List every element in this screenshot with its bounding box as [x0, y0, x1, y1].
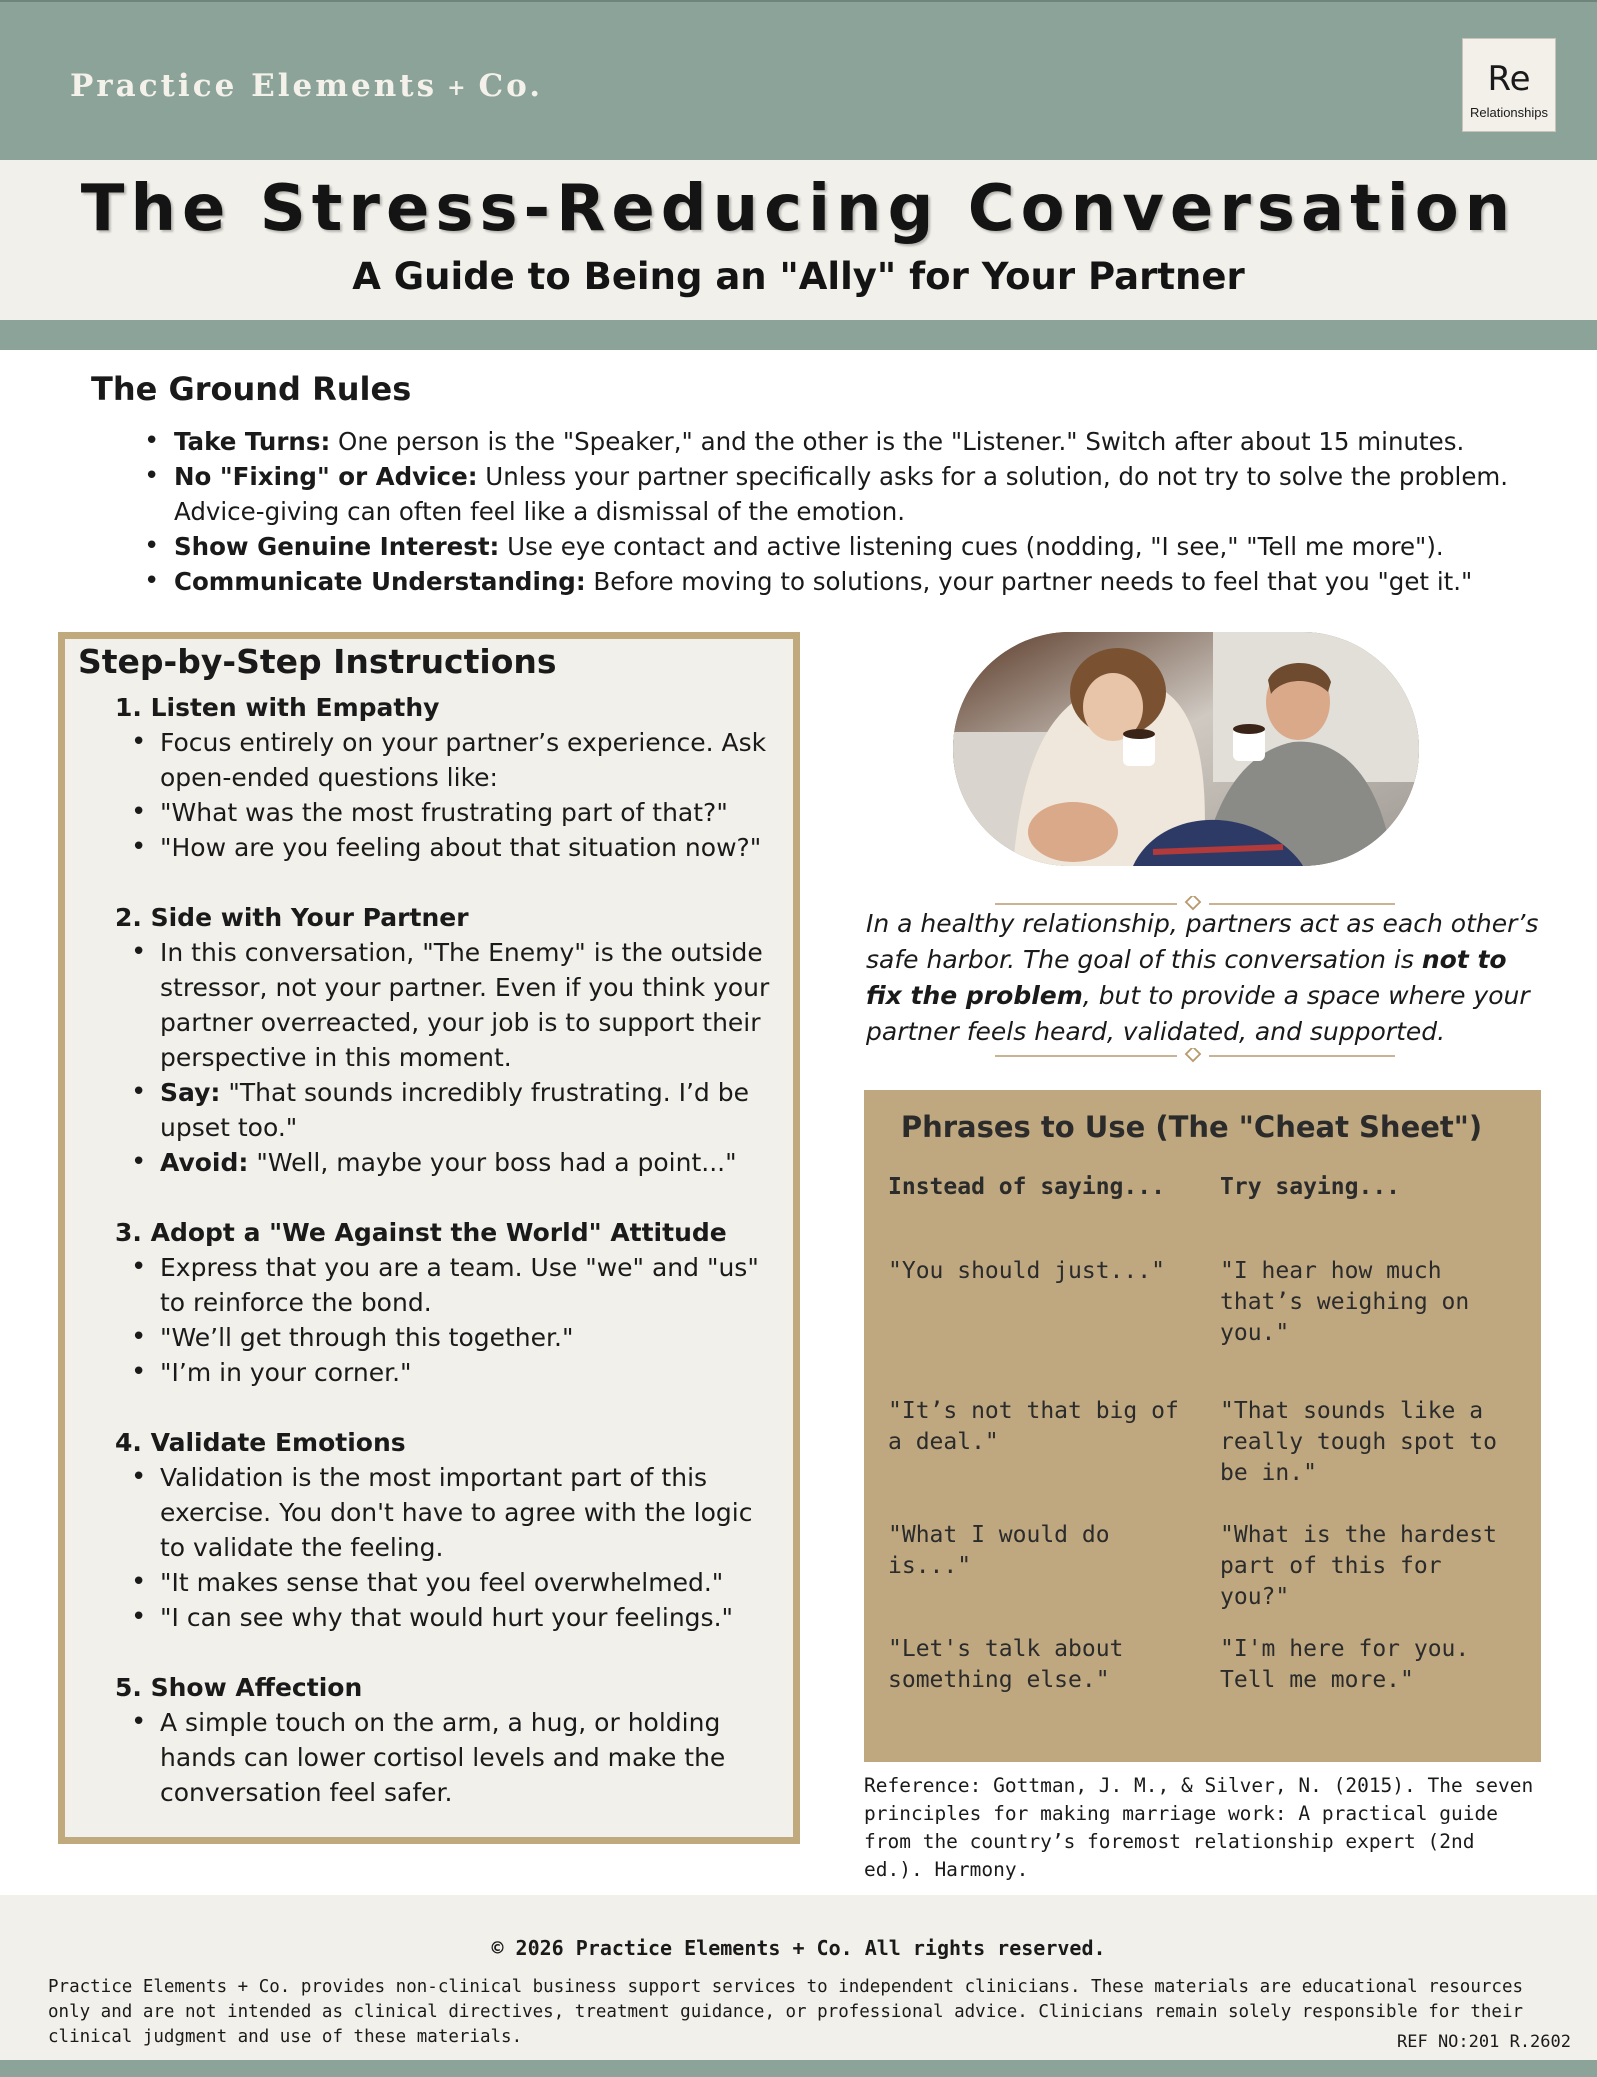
quote-ornament-bottom — [995, 1048, 1395, 1064]
step-title: 4. Validate Emotions — [115, 1428, 406, 1457]
page-title: The Stress-Reducing Conversation — [80, 172, 1517, 246]
category-badge — [1462, 38, 1556, 132]
phrase-try-1: "I hear how much that’s weighing on you." — [1220, 1258, 1470, 1346]
step-bullet-text: "How are you feeling about that situation now?" — [160, 833, 762, 862]
step-section — [115, 1215, 785, 1390]
phrase-try-2: "That sounds like a really tough spot to be in." — [1220, 1398, 1497, 1486]
step-title: 2. Side with Your Partner — [115, 903, 469, 932]
ground-rule-label: No "Fixing" or Advice: — [174, 462, 478, 491]
step-bullet — [115, 1705, 785, 1810]
step-section — [115, 1670, 785, 1810]
step-bullet-text: A simple touch on the arm, a hug, or holding hands can lower cortisol levels and make the conversation feel safer. — [160, 1708, 726, 1807]
steps-list — [115, 690, 785, 1845]
step-bullet-text: "I’m in your corner." — [160, 1358, 412, 1387]
step-bullets — [115, 1705, 785, 1810]
ground-rule-text: Before moving to solutions, your partner needs to feel that you "get it." — [585, 567, 1473, 596]
step-bullet — [115, 1600, 785, 1635]
step-bullet — [115, 1355, 785, 1390]
phrase-instead-1: "You should just..." — [888, 1258, 1165, 1284]
quote-text-start: In a healthy relationship, partners act as each other’s safe harbor. The goal of this conversation is — [866, 909, 1539, 974]
step-title: 3. Adopt a "We Against the World" Attitude — [115, 1218, 727, 1247]
reference-number: REF NO:201 R.2602 — [1397, 2032, 1571, 2052]
step-bullets — [115, 935, 785, 1180]
ground-rules-heading: The Ground Rules — [91, 370, 412, 408]
ground-rule-item — [140, 424, 1520, 459]
phrase-instead-3: "What I would do is..." — [888, 1522, 1110, 1579]
footer-band — [0, 2060, 1597, 2077]
ground-rule-label: Take Turns: — [174, 427, 331, 456]
ground-rule-label: Show Genuine Interest: — [174, 532, 500, 561]
brand-plus: + — [447, 74, 469, 101]
step-bullet — [115, 1145, 785, 1180]
step-bullet-text: "What was the most frustrating part of that?" — [160, 798, 728, 827]
page-subtitle: A Guide to Being an "Ally" for Your Partner — [352, 255, 1245, 298]
step-bullet — [115, 1250, 785, 1320]
step-title: 1. Listen with Empathy — [115, 693, 440, 722]
brand-logo — [70, 68, 543, 104]
ground-rule-item — [140, 564, 1520, 599]
ground-rule-text: Unless your partner specifically asks for a solution, do not try to solve the problem. Advice-giving can often feel like a dismissal of the emotion. — [174, 462, 1509, 526]
copyright-notice: © 2026 Practice Elements + Co. All rights reserved. — [491, 1936, 1106, 1960]
steps-heading: Step-by-Step Instructions — [78, 642, 557, 681]
quote-emphasis: not to fix the problem — [866, 945, 1507, 1010]
step-bullets — [115, 725, 785, 865]
cheat-sheet-panel — [864, 1090, 1541, 1762]
step-bullet-text: Validation is the most important part of this exercise. You don't have to agree with the logic to validate the feeling. — [160, 1463, 753, 1562]
step-bullet-label: Avoid: — [160, 1148, 249, 1177]
couple-photo-illustration — [953, 632, 1419, 866]
step-bullet — [115, 830, 785, 865]
step-title: 5. Show Affection — [115, 1673, 363, 1702]
phrase-try-3: "What is the hardest part of this for you?" — [1220, 1522, 1497, 1610]
step-bullet-text: "It makes sense that you feel overwhelmed." — [160, 1568, 724, 1597]
phrase-try-4: "I'm here for you. Tell me more." — [1220, 1636, 1470, 1693]
badge-symbol: Re — [1487, 59, 1531, 99]
step-bullet-label: Say: — [160, 1078, 221, 1107]
reference-citation: Reference: Gottman, J. M., & Silver, N. (2015). The seven principles for making marriage work: A practical guide from the country’s foremost relationship expert (2nd ed.). Harmony. — [864, 1774, 1534, 1881]
step-section — [115, 900, 785, 1180]
step-bullet — [115, 1565, 785, 1600]
step-bullet — [115, 1460, 785, 1565]
ground-rule-text: One person is the "Speaker," and the other is the "Listener." Switch after about 15 minutes. — [330, 427, 1465, 456]
brand-name: Practice Elements — [70, 68, 438, 104]
couple-photo — [953, 632, 1419, 866]
step-bullets — [115, 1460, 785, 1635]
step-bullet — [115, 935, 785, 1075]
column-header-try: Try saying... — [1220, 1174, 1401, 1200]
step-bullet — [115, 795, 785, 830]
column-header-instead: Instead of saying... — [888, 1174, 1165, 1200]
title-divider — [0, 320, 1597, 350]
step-bullets — [115, 1250, 785, 1390]
step-bullet-text: "That sounds incredibly frustrating. I’d be upset too." — [160, 1078, 749, 1142]
step-bullet-text: "Well, maybe your boss had a point..." — [248, 1148, 737, 1177]
brand-co: Co. — [478, 68, 544, 104]
healthy-relationship-quote — [866, 906, 1546, 1050]
quote-text-end: , but to provide a space where your partner feels heard, validated, and supported. — [866, 981, 1530, 1046]
step-bullet-text: Focus entirely on your partner’s experience. Ask open-ended questions like: — [160, 728, 767, 792]
cheat-sheet-title: Phrases to Use (The "Cheat Sheet") — [900, 1110, 1483, 1144]
disclaimer-text: Practice Elements + Co. provides non-clinical business support services to independent clinicians. These materials are educational resources only and are not intended as clinical directives, treatment guidance, or professional advice. Clinicians remain solely responsible for their clinical judgment and use of these materials. — [48, 1977, 1524, 2047]
ground-rules-list — [140, 424, 1520, 599]
ground-rule-label: Communicate Understanding: — [174, 567, 586, 596]
ground-rule-item — [140, 529, 1520, 564]
step-bullet — [115, 1075, 785, 1145]
step-section — [115, 1425, 785, 1635]
ground-rule-text: Use eye contact and active listening cues (nodding, "I see," "Tell me more"). — [499, 532, 1444, 561]
step-bullet-text: In this conversation, "The Enemy" is the outside stressor, not your partner. Even if you think your partner overreacted, your job is to support their perspective in this moment. — [160, 938, 770, 1072]
step-bullet-text: "I can see why that would hurt your feelings." — [160, 1603, 734, 1632]
badge-label: Relationships — [1469, 105, 1549, 120]
step-bullet-text: Express that you are a team. Use "we" and "us" to reinforce the bond. — [160, 1253, 759, 1317]
step-bullet — [115, 1320, 785, 1355]
step-section — [115, 690, 785, 865]
phrase-instead-4: "Let's talk about something else." — [888, 1636, 1124, 1693]
ground-rule-item — [140, 459, 1520, 529]
phrase-instead-2: "It’s not that big of a deal." — [888, 1398, 1179, 1455]
step-bullet — [115, 725, 785, 795]
step-bullet-text: "We’ll get through this together." — [160, 1323, 574, 1352]
